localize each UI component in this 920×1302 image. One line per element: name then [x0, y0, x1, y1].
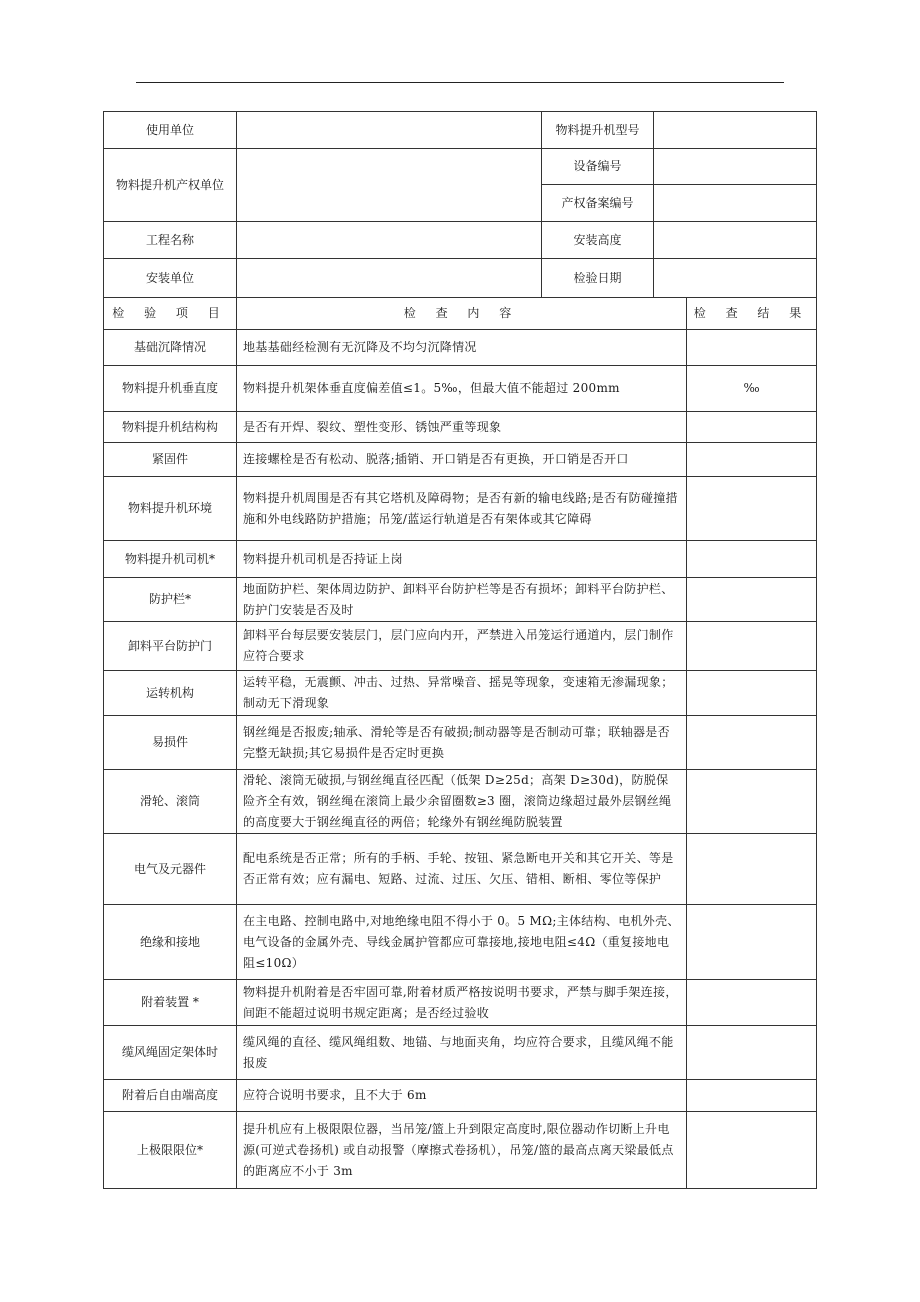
inspection-result[interactable] [687, 671, 817, 716]
table-row [104, 671, 817, 716]
inspection-content: 配电系统是否正常；所有的手柄、手轮、按钮、紧急断电开关和其它开关、等是否正常有效；应有漏电、短路、过流、过压、欠压、错相、断相、零位等保护 [237, 834, 687, 905]
column-header-result: 检 查 结 果 [687, 298, 817, 330]
project-label: 工程名称 [104, 222, 237, 259]
inspection-item: 物料提升机结构构 [104, 412, 237, 443]
install-height-field[interactable] [654, 222, 817, 259]
inspection-item: 紧固件 [104, 443, 237, 477]
table-row [104, 834, 817, 905]
inspection-content: 钢丝绳是否报废;轴承、滑轮等是否有破损;制动器等是否制动可靠；联轴器是否完整无缺损;其它易损件是否定时更换 [237, 716, 687, 770]
table-row [104, 443, 817, 477]
table-row [104, 980, 817, 1026]
table-row [104, 366, 817, 412]
model-label: 物料提升机型号 [542, 112, 654, 149]
inspection-content: 应符合说明书要求，且不大于 6m [237, 1080, 687, 1112]
inspection-result[interactable] [687, 443, 817, 477]
inspection-item: 卸料平台防护门 [104, 622, 237, 671]
inspection-result[interactable] [687, 412, 817, 443]
inspection-result[interactable] [687, 905, 817, 980]
use-unit-field[interactable] [237, 112, 542, 149]
installer-row [104, 259, 817, 298]
inspection-item: 运转机构 [104, 671, 237, 716]
install-height-label: 安装高度 [542, 222, 654, 259]
inspection-result[interactable] [687, 770, 817, 834]
table-row [104, 541, 817, 578]
device-no-label: 设备编号 [542, 149, 654, 185]
owner-label: 物料提升机产权单位 [104, 149, 237, 222]
installer-label: 安装单位 [104, 259, 237, 298]
table-row [104, 477, 817, 541]
inspection-result[interactable] [687, 578, 817, 622]
inspection-item: 防护栏* [104, 578, 237, 622]
header-rule [136, 82, 784, 83]
inspection-content: 物料提升机附着是否牢固可靠,附着材质严格按说明书要求，严禁与脚手架连接，间距不能超过说明书规定距离；是否经过验收 [237, 980, 687, 1026]
table-row [104, 905, 817, 980]
date-label: 检验日期 [542, 259, 654, 298]
inspection-result[interactable] [687, 716, 817, 770]
owner-field[interactable] [237, 149, 542, 222]
filing-no-field[interactable] [654, 185, 817, 222]
column-header-row [104, 298, 817, 330]
column-header-content: 检 查 内 容 [237, 298, 687, 330]
use-unit-label: 使用单位 [104, 112, 237, 149]
owner-row [104, 149, 817, 185]
inspection-result[interactable] [687, 834, 817, 905]
table-row [104, 716, 817, 770]
inspection-item: 上极限限位* [104, 1112, 237, 1189]
inspection-item: 附着装置 * [104, 980, 237, 1026]
inspection-item: 基础沉降情况 [104, 330, 237, 366]
installer-field[interactable] [237, 259, 542, 298]
inspection-result[interactable] [687, 980, 817, 1026]
inspection-content: 运转平稳，无震颤、冲击、过热、异常噪音、摇晃等现象，变速箱无渗漏现象；制动无下滑现象 [237, 671, 687, 716]
inspection-result[interactable] [687, 541, 817, 578]
inspection-result[interactable] [687, 1080, 817, 1112]
inspection-content: 提升机应有上极限限位器，当吊笼/篮上升到限定高度时,限位器动作切断上升电源(可逆式卷扬机) 或自动报警（摩擦式卷扬机），吊笼/篮的最高点离天梁最低点的距离应不小于 3m [237, 1112, 687, 1189]
inspection-result[interactable] [687, 330, 817, 366]
project-row [104, 222, 817, 259]
inspection-result[interactable] [687, 622, 817, 671]
use-unit-row [104, 112, 817, 149]
inspection-result[interactable] [687, 1026, 817, 1080]
inspection-item: 电气及元器件 [104, 834, 237, 905]
inspection-result[interactable] [687, 1112, 817, 1189]
inspection-content: 物料提升机司机是否持证上岗 [237, 541, 687, 578]
inspection-item: 易损件 [104, 716, 237, 770]
device-no-field[interactable] [654, 149, 817, 185]
inspection-item: 物料提升机司机* [104, 541, 237, 578]
table-row [104, 622, 817, 671]
filing-no-label: 产权备案编号 [542, 185, 654, 222]
table-row [104, 770, 817, 834]
inspection-item: 绝缘和接地 [104, 905, 237, 980]
inspection-content: 缆风绳的直径、缆风绳组数、地锚、与地面夹角，均应符合要求，且缆风绳不能报废 [237, 1026, 687, 1080]
table-row [104, 1080, 817, 1112]
inspection-content: 连接螺栓是否有松动、脱落;插销、开口销是否有更换，开口销是否开口 [237, 443, 687, 477]
date-field[interactable] [654, 259, 817, 298]
inspection-item: 滑轮、滚筒 [104, 770, 237, 834]
inspection-item: 附着后自由端高度 [104, 1080, 237, 1112]
inspection-result[interactable] [687, 477, 817, 541]
column-header-item: 检 验 项 目 [104, 298, 237, 330]
inspection-content: 滑轮、滚筒无破损,与钢丝绳直径匹配（低架 D≥25d；高架 D≥30d)，防脱保险齐全有效，钢丝绳在滚筒上最少余留圈数≥3 圈，滚筒边缘超过最外层钢丝绳的高度要大于钢丝绳直径的两倍；轮缘外有钢丝绳防脱装置 [237, 770, 687, 834]
inspection-content: 在主电路、控制电路中,对地绝缘电阻不得小于 0。5 MΩ;主体结构、电机外壳、电气设备的金属外壳、导线金属护管都应可靠接地,接地电阻≤4Ω（重复接地电阻≤10Ω） [237, 905, 687, 980]
inspection-result[interactable]: ‰ [687, 366, 817, 412]
inspection-content: 地面防护栏、架体周边防护、卸料平台防护栏等是否有损坏；卸料平台防护栏、防护门安装是否及时 [237, 578, 687, 622]
inspection-item: 缆风绳固定架体时 [104, 1026, 237, 1080]
table-row [104, 1112, 817, 1189]
inspection-content: 物料提升机周围是否有其它塔机及障碍物；是否有新的输电线路;是否有防碰撞措施和外电线路防护措施；吊笼/蓝运行轨道是否有架体或其它障碍 [237, 477, 687, 541]
inspection-content: 物料提升机架体垂直度偏差值≤1。5‰，但最大值不能超过 200mm [237, 366, 687, 412]
inspection-content: 卸料平台每层要安装层门，层门应向内开，严禁进入吊笼运行通道内，层门制作应符合要求 [237, 622, 687, 671]
inspection-item: 物料提升机环境 [104, 477, 237, 541]
inspection-content: 地基基础经检测有无沉降及不均匀沉降情况 [237, 330, 687, 366]
table-row [104, 412, 817, 443]
project-field[interactable] [237, 222, 542, 259]
table-row [104, 578, 817, 622]
inspection-form-table [103, 111, 817, 1189]
table-row [104, 1026, 817, 1080]
model-field[interactable] [654, 112, 817, 149]
inspection-item: 物料提升机垂直度 [104, 366, 237, 412]
table-row [104, 330, 817, 366]
inspection-content: 是否有开焊、裂纹、塑性变形、锈蚀严重等现象 [237, 412, 687, 443]
